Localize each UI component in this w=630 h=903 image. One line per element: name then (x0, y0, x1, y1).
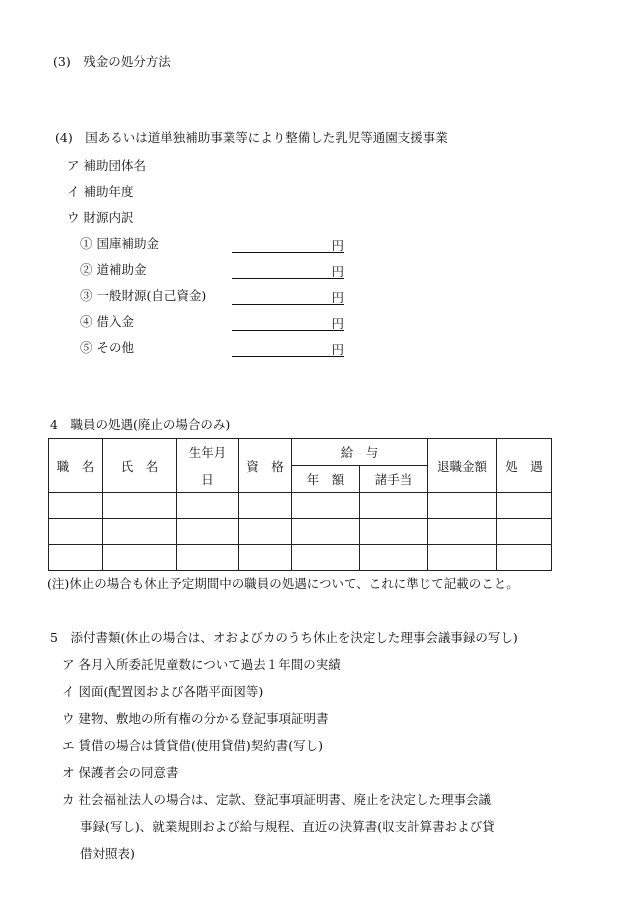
attachment-item-continued: 借対照表) (80, 846, 135, 861)
col-salary: 給 与 (292, 439, 428, 466)
col-treatment: 処 遇 (497, 439, 552, 493)
fund-amount-national: 円 (232, 236, 344, 253)
fund-label-general: ③ 一般財源(自己資金) (80, 288, 207, 303)
col-birthdate-top: 生年月 (177, 439, 239, 466)
fund-amount-general: 円 (232, 288, 344, 305)
attachment-item: オ 保護者会の同意書 (62, 765, 179, 780)
attachment-item: ア 各月入所委託児童数について過去１年間の実績 (62, 657, 341, 672)
col-position: 職 名 (49, 439, 103, 493)
subsidy-year-label: イ 補助年度 (67, 184, 134, 199)
col-birthdate-bottom: 日 (177, 466, 239, 493)
section-4-sub-heading: (4) 国あるいは道単独補助事業等により整備した乳児等通園支援事業 (55, 130, 448, 145)
col-retirement-allowance: 退職金額 (428, 439, 497, 493)
attachment-item: ウ 建物、敷地の所有権の分かる登記事項証明書 (62, 711, 329, 726)
staff-note: (注)休止の場合も休止予定期間中の職員の処遇について、これに準じて記載のこと。 (47, 576, 519, 591)
attachment-item-continued: 事録(写し)、就業規則および給与規程、直近の決算書(収支計算書および貸 (80, 819, 495, 834)
fund-amount-loan: 円 (232, 314, 344, 331)
col-annual-salary: 年 額 (292, 466, 360, 493)
fund-label-other: ⑤ その他 (80, 340, 134, 355)
col-allowances: 諸手当 (360, 466, 428, 493)
col-qualification: 資 格 (239, 439, 292, 493)
attachment-item: カ 社会福祉法人の場合は、定款、登記事項証明書、廃止を決定した理事会議 (62, 792, 491, 807)
fund-label-national: ① 国庫補助金 (80, 236, 159, 251)
staff-section-heading: 4 職員の処遇(廃止の場合のみ) (50, 417, 231, 432)
attachments-heading: 5 添付書類(休止の場合は、オおよびカのうち休止を決定した理事会議事録の写し) (50, 630, 518, 645)
section-3-heading: (3) 残金の処分方法 (53, 54, 171, 69)
subsidy-organization-label: ア 補助団体名 (67, 158, 146, 173)
table-row (49, 493, 552, 519)
col-name: 氏 名 (103, 439, 177, 493)
table-row (49, 519, 552, 545)
fund-label-loan: ④ 借入金 (80, 314, 134, 329)
fund-amount-prefecture: 円 (232, 262, 344, 279)
attachment-item: エ 賃借の場合は賃貸借(使用貸借)契約書(写し) (62, 738, 323, 753)
fund-label-prefecture: ② 道補助金 (80, 262, 147, 277)
fund-amount-other: 円 (232, 340, 344, 357)
table-row (49, 545, 552, 571)
funding-breakdown-label: ウ 財源内訳 (67, 210, 134, 225)
attachment-item: イ 図面(配置図および各階平面図等) (62, 684, 264, 699)
staff-table (48, 438, 552, 571)
